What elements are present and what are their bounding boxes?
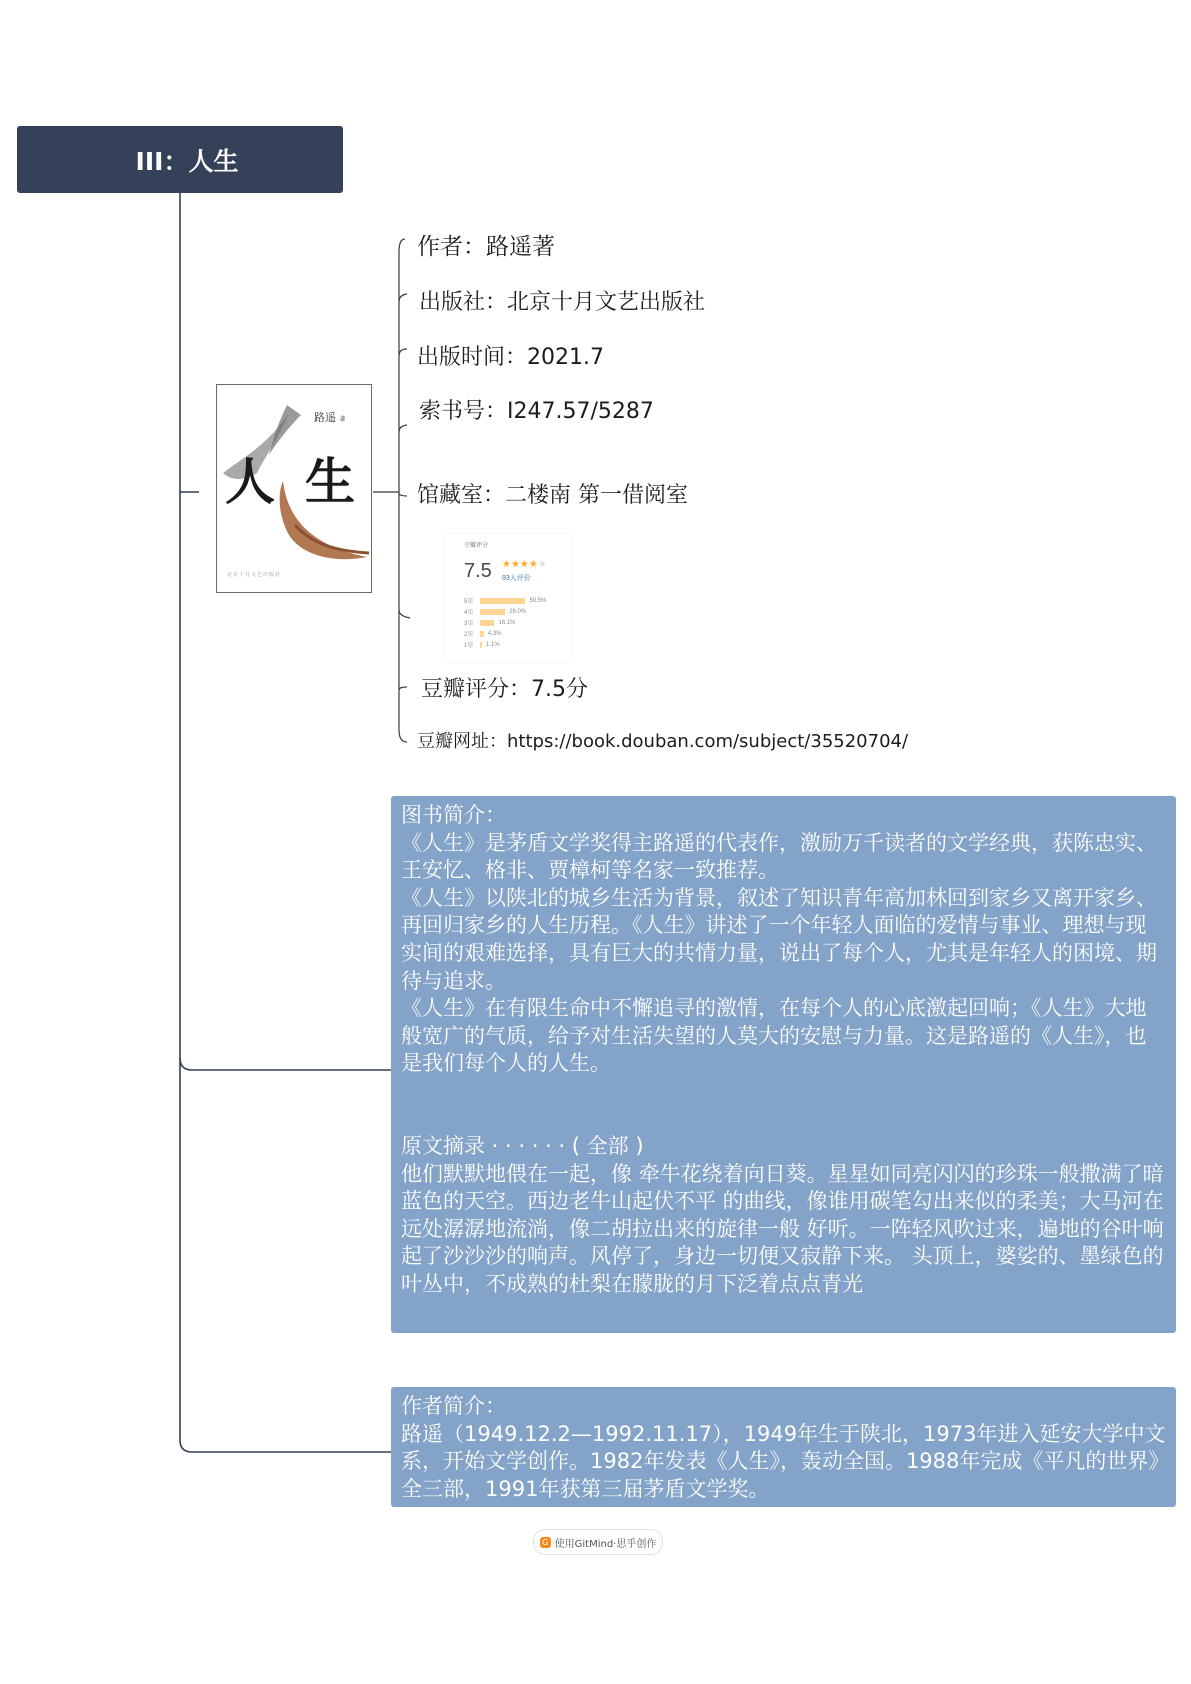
- rating-row-bar: [480, 620, 494, 626]
- rating-title: 豆瓣评分: [464, 543, 489, 549]
- rating-row: [464, 607, 526, 616]
- rating-count: 93人评价: [502, 575, 531, 582]
- rating-row-bar: [480, 642, 482, 648]
- rating-row-percent: 28.0%: [509, 608, 527, 615]
- gitmind-watermark[interactable]: [533, 1529, 663, 1555]
- author-intro-panel[interactable]: [391, 1387, 1176, 1507]
- watermark-text: 使用GitMind·思乎创作: [554, 1538, 657, 1550]
- rating-row-label: 4星: [464, 610, 474, 616]
- gitmind-logo-icon: G: [540, 1537, 551, 1548]
- excerpt-heading: 原文摘录 · · · · · · ( 全部 ): [401, 1133, 644, 1158]
- intro-paragraph-2: 《人生》以陕北的城乡生活为背景，叙述了知识青年高加林回到家乡又离开家乡、再回归家乡的人生历程。《人生》讲述了一个年轻人面临的爱情与事业、理想与现实间的艰难选择，具有巨大的共情力量，说出了每个人，尤其是年轻人的困境、期待与追求。: [401, 885, 1157, 993]
- rating-row-label: 3星: [464, 621, 474, 627]
- rating-stars-icon: ★★★★★: [502, 559, 547, 570]
- location-node[interactable]: 馆藏室：二楼南 第一借阅室: [417, 483, 688, 508]
- call-number-node[interactable]: 索书号：I247.57/5287: [419, 399, 654, 424]
- book-intro-panel[interactable]: [391, 796, 1176, 1333]
- author-intro-text: 路遥（1949.12.2—1992.11.17），1949年生于陕北，1973年进入延安大学中文系，开始文学创作。1982年发表《人生》，轰动全国。1988年完成《平凡的世界》全三部，1991年获第三届茅盾文学奖。: [401, 1421, 1166, 1501]
- rating-row: [464, 640, 500, 649]
- publisher-node[interactable]: 出版社：北京十月文艺出版社: [419, 290, 706, 315]
- rating-row-percent: 1.1%: [486, 641, 500, 648]
- excerpt-text: 他们默默地偎在一起，像 牵牛花绕着向日葵。星星如同亮闪闪的珍珠一般撒满了暗蓝色的天空。西边老牛山起伏不平 的曲线，像谁用碳笔勾出来似的柔美；大马河在远处潺潺地流淌，像二胡拉出来的旋律一般 好听。一阵轻风吹过来，遍地的谷叶响起了沙沙沙的响声。风停了，身边一切便又寂静下来。 头顶上，婆娑的、墨绿色的叶丛中，不成熟的杜梨在朦胧的月下泛着点点青光: [401, 1161, 1164, 1296]
- douban-rating-widget: [444, 534, 570, 661]
- author-intro-heading: 作者简介：: [401, 1394, 506, 1418]
- rating-row-label: 2星: [464, 632, 474, 638]
- rating-row-percent: 16.1%: [498, 619, 516, 626]
- root-topic[interactable]: [17, 126, 343, 193]
- rating-row-bar: [480, 598, 525, 604]
- author-node[interactable]: 作者：路遥著: [417, 234, 555, 260]
- douban-url-node[interactable]: 豆瓣网址：https://book.douban.com/subject/35520704/: [417, 731, 909, 752]
- intro-paragraph-3: 《人生》在有限生命中不懈追寻的激情，在每个人的心底激起回响；《人生》大地般宽广的气质，给予对生活失望的人莫大的安慰与力量。这是路遥的《人生》，也是我们每个人的人生。: [401, 996, 1147, 1076]
- rating-row-bar: [480, 631, 484, 637]
- rating-score: 7.5: [464, 560, 492, 582]
- publish-date-node[interactable]: 出版时间：2021.7: [417, 345, 604, 370]
- rating-row-percent: 4.3%: [487, 630, 502, 637]
- rating-row: [464, 618, 516, 627]
- cover-title-sheng: 生: [305, 452, 355, 511]
- cover-publisher-mark: 北京十月文艺出版社: [227, 572, 282, 578]
- book-cover-image: [216, 384, 372, 593]
- rating-row-label: 5星: [464, 599, 474, 605]
- rating-row-bar: [480, 609, 505, 615]
- root-topic-label: III：人生: [135, 146, 239, 176]
- rating-row-percent: 50.5%: [529, 597, 547, 604]
- douban-score-node[interactable]: 豆瓣评分：7.5分: [421, 677, 588, 702]
- cover-title-ren: 人: [225, 452, 275, 511]
- rating-row: [464, 596, 546, 605]
- rating-row: [464, 629, 502, 638]
- rating-row-label: 1星: [464, 643, 474, 649]
- intro-heading: 图书简介：: [401, 803, 506, 827]
- cover-author-mark: 路遥 著: [314, 411, 346, 424]
- intro-paragraph-1: 《人生》是茅盾文学奖得主路遥的代表作，激励万千读者的文学经典，获陈忠实、王安忆、格非、贾樟柯等名家一致推荐。: [401, 830, 1157, 883]
